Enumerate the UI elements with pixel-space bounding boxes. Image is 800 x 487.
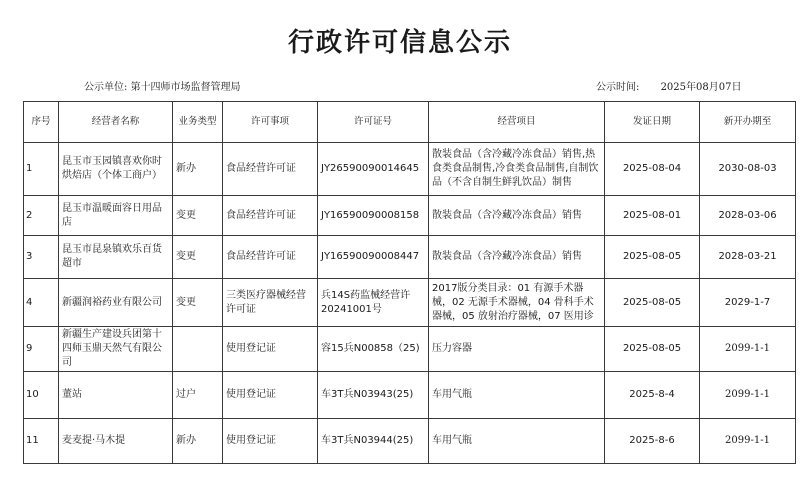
publisher-label: 公示单位:: [84, 82, 128, 93]
cell-type: 新办: [173, 143, 223, 196]
cell-item: 食品经营许可证: [223, 143, 318, 196]
cell-license: JY16590090008447: [318, 236, 429, 279]
header-valid-to: 新开办期至: [700, 102, 796, 143]
cell-item: 食品经营许可证: [223, 196, 318, 236]
cell-name: 新疆润裕药业有限公司: [59, 279, 173, 327]
cell-seq: 1: [24, 143, 59, 196]
cell-license: 车3T兵N03943(25): [318, 372, 429, 419]
cell-project: 散装食品（含冷藏冷冻食品）销售,热食类食品制售,冷食类食品制售,自制饮品（不含自制生鲜乳饮品）制售: [429, 143, 605, 196]
table-header-row: [24, 102, 796, 143]
page-title: 行政许可信息公示: [287, 28, 512, 58]
cell-valid-to: 2030-08-03: [700, 143, 796, 196]
cell-seq: 2: [24, 196, 59, 236]
cell-type: 变更: [173, 196, 223, 236]
cell-seq: 4: [24, 279, 59, 327]
cell-name: 昆玉市昆泉镇欢乐百货超市: [59, 236, 173, 279]
cell-issue-date: 2025-08-04: [605, 143, 700, 196]
cell-seq: 9: [24, 327, 59, 372]
cell-seq: 10: [24, 372, 59, 419]
cell-type: 变更: [173, 279, 223, 327]
cell-project: 车用气瓶: [429, 419, 605, 464]
cell-item: 食品经营许可证: [223, 236, 318, 279]
cell-item: 使用登记证: [223, 372, 318, 419]
cell-type: [173, 327, 223, 372]
cell-valid-to: 2028-03-21: [700, 236, 796, 279]
cell-item: 三类医疗器械经营许可证: [223, 279, 318, 327]
publish-time-value: 2025年08月07日: [660, 82, 742, 93]
publish-time-info: [596, 78, 741, 93]
table-row: [24, 236, 796, 279]
cell-type: 过户: [173, 372, 223, 419]
table-row: [24, 372, 796, 419]
cell-name: 新疆生产建设兵团第十四师玉鼎天然气有限公司: [59, 327, 173, 372]
table-row: [24, 279, 796, 327]
header-seq: 序号: [24, 102, 59, 143]
cell-project: 2017版分类目录：01 有源手术器械，02 无源手术器械，04 骨科手术器械，05 放射治疗器械，07 医用诊: [429, 279, 605, 327]
cell-issue-date: 2025-8-6: [605, 419, 700, 464]
cell-seq: 3: [24, 236, 59, 279]
cell-name: 昆玉市温暖面容日用品店: [59, 196, 173, 236]
header-license: 许可证号: [318, 102, 429, 143]
cell-seq: 11: [24, 419, 59, 464]
cell-project: 车用气瓶: [429, 372, 605, 419]
cell-type: 新办: [173, 419, 223, 464]
cell-valid-to: 2099-1-1: [700, 419, 796, 464]
cell-name: 麦麦提·马木提: [59, 419, 173, 464]
cell-project: 散装食品（含冷藏冷冻食品）销售: [429, 196, 605, 236]
cell-valid-to: 2099-1-1: [700, 327, 796, 372]
header-item: 许可事项: [223, 102, 318, 143]
cell-valid-to: 2029-1-7: [700, 279, 796, 327]
cell-name: 董站: [59, 372, 173, 419]
cell-item: 使用登记证: [223, 419, 318, 464]
table-row: [24, 143, 796, 196]
cell-license: JY16590090008158: [318, 196, 429, 236]
cell-issue-date: 2025-08-01: [605, 196, 700, 236]
cell-valid-to: 2028-03-06: [700, 196, 796, 236]
header-name: 经营者名称: [59, 102, 173, 143]
cell-type: 变更: [173, 236, 223, 279]
publisher-info: [84, 78, 241, 93]
header-type: 业务类型: [173, 102, 223, 143]
header-issue-date: 发证日期: [605, 102, 700, 143]
cell-license: 车3T兵N03944(25): [318, 419, 429, 464]
cell-project: 散装食品（含冷藏冷冻食品）销售: [429, 236, 605, 279]
table-row: [24, 327, 796, 372]
cell-license: JY26590090014645: [318, 143, 429, 196]
cell-issue-date: 2025-08-05: [605, 327, 700, 372]
license-table: [23, 101, 796, 464]
cell-issue-date: 2025-08-05: [605, 279, 700, 327]
cell-item: 使用登记证: [223, 327, 318, 372]
cell-license: 容15兵N00858（25): [318, 327, 429, 372]
cell-valid-to: 2099-1-1: [700, 372, 796, 419]
cell-issue-date: 2025-8-4: [605, 372, 700, 419]
cell-license: 兵14S药监械经营许20241001号: [318, 279, 429, 327]
publish-time-label: 公示时间:: [596, 82, 640, 93]
header-project: 经营项目: [429, 102, 605, 143]
publisher-value: 第十四师市场监督管理局: [130, 82, 241, 93]
table-row: [24, 419, 796, 464]
cell-issue-date: 2025-08-05: [605, 236, 700, 279]
cell-project: 压力容器: [429, 327, 605, 372]
cell-name: 昆玉市玉园镇喜欢你时烘焙店（个体工商户）: [59, 143, 173, 196]
table-row: [24, 196, 796, 236]
